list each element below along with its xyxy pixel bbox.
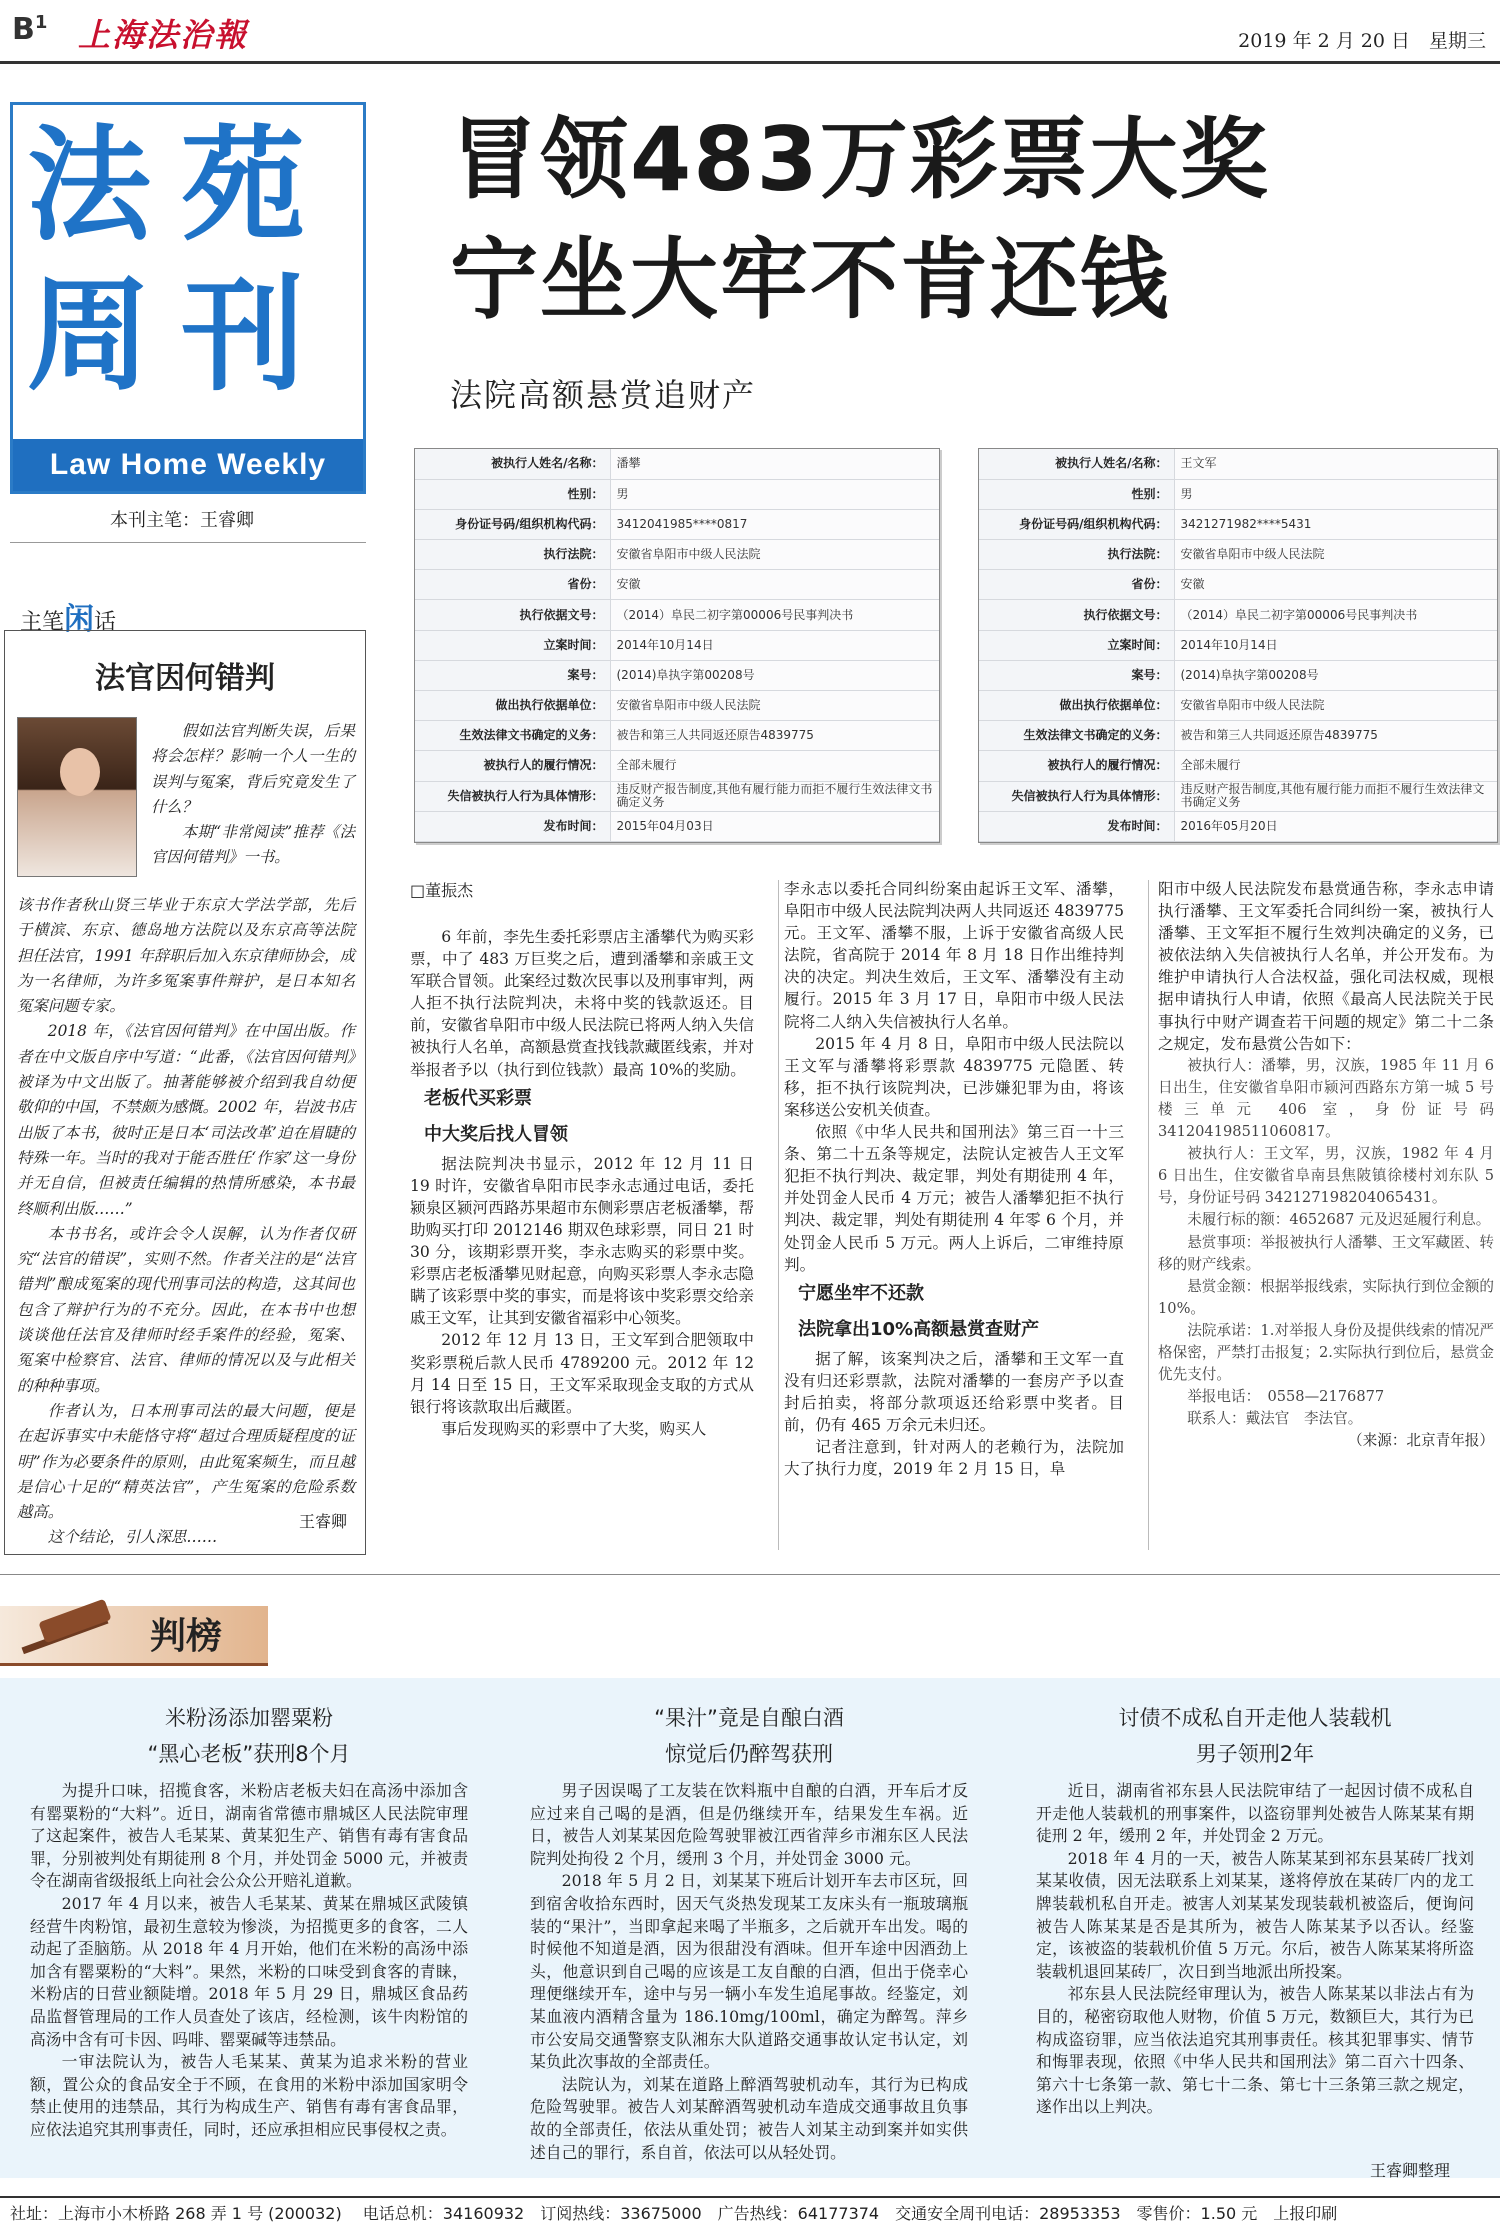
record-row <box>979 660 1497 690</box>
notice-item: 被执行人：潘攀，男，汉族，1985 年 11 月 6 日出生，住安徽省阜阳市颍河西路东方第一城 5 号楼三单元 406 室，身份证号码 341204198511060817。 <box>1158 1056 1494 1141</box>
masthead-title: 法苑周刊 <box>27 114 336 408</box>
record-value: 王文军 <box>1174 449 1497 479</box>
masthead-english-title: Law Home Weekly <box>13 439 363 491</box>
divider <box>10 542 366 543</box>
story-title-line: 男子领刑2年 <box>1195 1742 1315 1766</box>
headline-line-1: 冒领483万彩票大奖 <box>450 108 1270 211</box>
record-row <box>415 570 939 600</box>
verdict-banner <box>0 1598 270 1672</box>
record-label: 执行法院： <box>979 540 1174 570</box>
record-value: （2014）阜民二初字第00006号民事判决书 <box>610 600 939 630</box>
article-paragraph: 据了解，该案判决之后，潘攀和王文军一直没有归还彩票款，法院对潘攀的一套房产予以查封后拍卖，将部分款项返还给彩票中奖者。目前，仍有 465 万余元未归还。 <box>784 1349 1124 1434</box>
editorial-tag: 主笔闲话 <box>20 602 117 637</box>
record-label: 失信被执行人行为具体情形： <box>415 781 610 811</box>
record-value: 男 <box>1174 479 1497 509</box>
record-label: 发布时间： <box>415 811 610 841</box>
record-label: 生效法律文书确定的义务： <box>979 721 1174 751</box>
record-label: 案号： <box>979 660 1174 690</box>
record-label: 被执行人的履行情况： <box>979 751 1174 781</box>
article-paragraph: 李永志以委托合同纠纷案由起诉王文军、潘攀，阜阳市中级人民法院判决两人共同返还 4839775 元。王文军、潘攀不服，上诉于安徽省高级人民法院，省高院于 2014 年 8 月 18 日作出维持判决的决定。判决生效后，王文军、潘攀没有主动履行。2015 年 3 月 17 日，阜阳市中级人民法院将二人纳入失信被执行人名单。 <box>784 880 1124 1031</box>
record-row <box>415 630 939 660</box>
notice-item: 被执行人：王文军，男，汉族，1982 年 4 月 6 日出生，住安徽省阜南县焦陂镇徐楼村刘东队 5 号，身份证号码 342127198204065431。 <box>1158 1145 1494 1207</box>
record-label: 身份证号码/组织机构代码： <box>979 509 1174 539</box>
record-row <box>415 781 939 811</box>
record-value: 安徽省阜阳市中级人民法院 <box>610 540 939 570</box>
article-paragraph: 事后发现购买的彩票中了大奖，购买人 <box>441 1419 707 1438</box>
article-paragraph: 6 年前，李先生委托彩票店主潘攀代为购买彩票，中了 483 万巨奖之后，遭到潘攀和亲戚王文军联合冒领。此案经过数次民事以及刑事审判，两人拒不执行法院判决，未将中奖的钱款返还。目前，安徽省阜阳市中级人民法院已将两人纳入失信被执行人名单，高额悬赏查找钱款藏匿线索，并对举报者予以（执行到位钱款）最高 10%的奖励。 <box>410 928 754 1079</box>
record-value: (2014)阜执字第00208号 <box>1174 660 1497 690</box>
record-label: 生效法律文书确定的义务： <box>415 721 610 751</box>
record-row <box>979 509 1497 539</box>
record-label: 执行依据文号： <box>979 600 1174 630</box>
notice-item: 联系人：戴法官 李法官。 <box>1187 1410 1363 1428</box>
article-paragraph: 记者注意到，针对两人的老赖行为，法院加大了执行力度，2019 年 2 月 15 日，阜 <box>784 1438 1124 1479</box>
record-label: 失信被执行人行为具体情形： <box>979 781 1174 811</box>
record-label: 立案时间： <box>415 630 610 660</box>
record-row <box>979 721 1497 751</box>
record-value: 安徽省阜阳市中级人民法院 <box>610 691 939 721</box>
record-value: 3412041985****0817 <box>610 509 939 539</box>
article-paragraph: 阳市中级人民法院发布悬赏通告称，李永志申请执行潘攀、王文军委托合同纠纷一案，被执行人潘攀、王文军拒不履行生效判决确定的义务，已被依法纳入失信被执行人名单，并公开发布。为维护申请执行人合法权益，强化司法权威，现根据申请执行人申请，依照《最高人民法院关于民事执行中财产调查若干问题的规定》第二十二条之规定，发布悬赏公告如下： <box>1158 880 1494 1053</box>
editorial-paragraph: 假如法官判断失误，后果将会怎样？影响一个人一生的误判与冤案，背后究竟发生了什么？ <box>151 722 355 816</box>
record-label: 案号： <box>415 660 610 690</box>
article-paragraph: 2015 年 4 月 8 日，阜阳市中级人民法院以王文军与潘攀将彩票款 4839775 元隐匿、转移，拒不执行该院判决，已涉嫌犯罪为由，将该案移送公安机关侦查。 <box>784 1034 1124 1119</box>
headline-line-2: 宁坐大牢不肯还钱 <box>450 228 1171 331</box>
record-row <box>979 479 1497 509</box>
record-label: 身份证号码/组织机构代码： <box>415 509 610 539</box>
divider <box>0 1574 1500 1575</box>
story-title-line: “黑心老板”获刑8个月 <box>147 1742 351 1766</box>
story-title-line: “果汁”竟是自酿白酒 <box>654 1706 844 1730</box>
verdict-signature: 王睿卿整理 <box>1369 2161 1450 2180</box>
notice-item: 悬赏金额：根据举报线索，实际执行到位金额的 10%。 <box>1158 1277 1494 1317</box>
record-row <box>415 600 939 630</box>
editorial-paragraph: 这个结论，引人深思…… <box>47 1528 218 1547</box>
record-label: 执行法院： <box>415 540 610 570</box>
issue-date: 2019 年 2 月 20 日 星期三 <box>1238 30 1486 52</box>
record-value: 2015年04月03日 <box>610 811 939 841</box>
article-subheading: 老板代买彩票 <box>424 1087 532 1109</box>
newspaper-logo: 上海法治報 <box>78 16 249 54</box>
record-value: 被告和第三人共同返还原告4839775 <box>1174 721 1497 751</box>
record-row <box>979 811 1497 841</box>
record-label: 立案时间： <box>979 630 1174 660</box>
story-title-line: 惊觉后仍醉驾获刑 <box>665 1742 833 1766</box>
editorial-body <box>17 893 355 1551</box>
story1-body <box>30 1780 468 2142</box>
story3-title <box>1036 1700 1474 1772</box>
editorial-intro <box>151 719 355 871</box>
record-row <box>979 600 1497 630</box>
story2-title <box>530 1700 968 1772</box>
record-label: 执行依据文号： <box>415 600 610 630</box>
editorial-paragraph: 本期“非常阅读”推荐《法官因何错判》一书。 <box>151 823 355 867</box>
record-value: 安徽 <box>610 570 939 600</box>
notice-item: 悬赏事项：举报被执行人潘攀、王文军藏匿、转移的财产线索。 <box>1158 1233 1494 1273</box>
record-value: 潘攀 <box>610 449 939 479</box>
record-label: 性别： <box>415 479 610 509</box>
story-paragraph: 近日，湖南省祁东县人民法院审结了一起因讨债不成私自开走他人装载机的刑事案件，以盗窃罪判处被告人陈某某有期徒刑 2 年，缓刑 2 年，并处罚金 2 万元。 <box>1036 1781 1474 1846</box>
record-label: 省份： <box>979 570 1174 600</box>
story-paragraph: 2018 年 4 月的一天，被告人陈某某到祁东县某砖厂找刘某某收债，因无法联系上刘某某，遂将停放在某砖厂内的龙工牌装载机私自开走。被害人刘某某发现装载机被盗后，便询问被告人陈某某是否是其所为，被告人陈某某予以否认。经鉴定，该被盗的装载机价值 5 万元。尔后，被告人陈某某将所盗装载机退回某砖厂，次日到当地派出所投案。 <box>1036 1848 1474 1981</box>
record-label: 发布时间： <box>979 811 1174 841</box>
notice-item: 未履行标的额：4652687 元及迟延履行利息。 <box>1187 1211 1491 1229</box>
editorial-box <box>4 630 366 1555</box>
record-row <box>415 660 939 690</box>
footer-info: 社址：上海市小木桥路 268 弄 1 号 (200032) 电话总机：34160932 订阅热线：33675000 广告热线：64177374 交通安全周刊电话：28953353 零售价：1.50 元 上报印刷 <box>0 2196 1500 2229</box>
record-value: 全部未履行 <box>610 751 939 781</box>
notice-item: 法院承诺：1.对举报人身份及提供线索的情况严格保密，严禁打击报复；2.实际执行到位后，悬赏金优先支付。 <box>1158 1321 1494 1384</box>
story-paragraph: 2018 年 5 月 2 日，刘某某下班后计划开车去市区玩，回到宿舍收拾东西时，因天气炎热发现某工友床头有一瓶玻璃瓶装的“果汁”，当即拿起来喝了半瓶多，之后就开车出发。喝的时候他不知道是酒，因为很甜没有酒味。但开车途中因酒劲上头，他意识到自己喝的应该是工友自酿的白酒，但出于侥幸心理便继续开车，途中与另一辆小车发生追尾事故。经鉴定，刘某血液内酒精含量为 186.10mg/100ml，确定为醉驾。萍乡市公安局交通警察支队湘东大队道路交通事故认定书认定，刘某负此次事故的全部责任。 <box>530 1871 968 2072</box>
record-row <box>415 449 939 479</box>
record-row <box>979 570 1497 600</box>
author-photo <box>17 717 137 877</box>
editorial-paragraph: 本书书名，或许会令人误解，认为作者仅研究“法官的错误”，实则不然。作者关注的是“法官错判”酿成冤案的现代刑事司法的构造，这其间也包含了辩护行为的不充分。因此，在本书中也想谈谈他任法官及律师时经手案件的经验，冤案、冤案中检察官、法官、律师的情况以及与此相关的种种事项。 <box>17 1224 355 1395</box>
record-row <box>415 509 939 539</box>
record-label: 被执行人姓名/名称： <box>979 449 1174 479</box>
notice-item: 举报电话： 0558—2176877 <box>1187 1388 1385 1406</box>
page-header <box>0 0 1500 64</box>
record-value: 违反财产报告制度,其他有履行能力而拒不履行生效法律文书确定义务 <box>610 781 939 811</box>
record-value: 全部未履行 <box>1174 751 1497 781</box>
record-label: 被执行人姓名/名称： <box>415 449 610 479</box>
record-value: （2014）阜民二初字第00006号民事判决书 <box>1174 600 1497 630</box>
article-paragraph: 据法院判决书显示，2012 年 12 月 11 日 19 时许，安徽省阜阳市民李永志通过电话，委托颍泉区颍河西路苏果超市东侧彩票店老板潘攀，帮助购买打印 2012146 期双色球彩票，同日 21 时 30 分，该期彩票开奖，李永志购买的彩票中奖。彩票店老板潘攀见财起意，向购买彩票人李永志隐瞒了该彩票中奖的事实，而是将该中奖彩票交给亲戚王文军，让其到安徽省福彩中心领奖。 <box>410 1154 754 1328</box>
record-row <box>415 811 939 841</box>
record-value: 被告和第三人共同返还原告4839775 <box>610 721 939 751</box>
record-row <box>415 721 939 751</box>
record-label: 做出执行依据单位： <box>979 691 1174 721</box>
article-paragraph: 依照《中华人民共和国刑法》第三百一十三条、第二十五条等规定，法院认定被告人王文军犯拒不执行判决、裁定罪，判处有期徒刑 4 年，并处罚金人民币 4 万元；被告人潘攀犯拒不执行判决、裁定罪，判处有期徒刑 4 年零 6 个月，并处罚金人民币 5 万元。两人上诉后，二审维持原判。 <box>784 1123 1124 1274</box>
story2-body <box>530 1780 968 2164</box>
debtor-record-right <box>978 448 1498 843</box>
record-row <box>979 781 1497 811</box>
editorial-paragraph: 作者认为，日本刑事司法的最大问题，便是在起诉事实中未能恪守将“超过合理质疑程度的证明”作为必要条件的原则，由此冤案频生，而且越是信心十足的“精英法官”，产生冤案的危险系数越高。 <box>17 1401 355 1522</box>
editorial-paragraph: 2018 年，《法官因何错判》在中国出版。作者在中文版自序中写道：“此番，《法官因何错判》被译为中文出版了。抽著能够被介绍到我自幼便敬仰的中国，不禁颇为感慨。2002 年，岩波书店出版了本书，彼时正是日本‘司法改革’迫在眉睫的特殊一年。当时的我对于能否胜任‘作家’这一身份并无自信，但被责任编辑的热情所感染，本书最终顺利出版……” <box>17 1022 355 1218</box>
record-value: (2014)阜执字第00208号 <box>610 660 939 690</box>
main-headline <box>450 100 1270 340</box>
article-subheading: 宁愿坐牢不还款 <box>798 1282 924 1304</box>
story-paragraph: 2017 年 4 月以来，被告人毛某某、黄某在鼎城区武陵镇经营牛肉粉馆，最初生意较为惨淡，为招揽更多的食客，二人动起了歪脑筋。从 2018 年 4 月开始，他们在米粉的高汤中添加含有罂粟粉的“大料”。果然，米粉的口味受到食客的青睐，米粉店的日营业额陡增。2018 年 5 月 29 日，鼎城区食品药品监督管理局的工作人员查处了该店，经检测，该牛肉粉馆的高汤中含有可卡因、吗啡、罂粟碱等违禁品。 <box>30 1893 468 2049</box>
record-row <box>979 751 1497 781</box>
record-row <box>979 691 1497 721</box>
article-column-2 <box>784 878 1124 1480</box>
record-value: 安徽省阜阳市中级人民法院 <box>1174 691 1497 721</box>
column-rule <box>778 880 779 1550</box>
story-title-line: 米粉汤添加罂粟粉 <box>165 1706 333 1730</box>
story-paragraph: 一审法院认为，被告人毛某某、黄某为追求米粉的营业额，置公众的食品安全于不顾，在食用的米粉中添加国家明令禁止使用的违禁品，其行为构成生产、销售有毒有害食品罪，应依法追究其刑事责任，同时，还应承担相应民事侵权之责。 <box>30 2052 468 2139</box>
column-rule <box>1148 880 1149 1550</box>
record-value: 2014年10月14日 <box>1174 630 1497 660</box>
section-masthead <box>10 102 366 494</box>
record-row <box>979 630 1497 660</box>
record-value: 男 <box>610 479 939 509</box>
record-value: 2014年10月14日 <box>610 630 939 660</box>
record-row <box>415 479 939 509</box>
record-value: 安徽省阜阳市中级人民法院 <box>1174 540 1497 570</box>
record-value: 2016年05月20日 <box>1174 811 1497 841</box>
story-title-line: 讨债不成私自开走他人装载机 <box>1118 1706 1392 1730</box>
story3-body <box>1036 1780 1474 2119</box>
editorial-title: 法官因何错判 <box>95 661 275 696</box>
story-paragraph: 为提升口味，招揽食客，米粉店老板夫妇在高汤中添加含有罂粟粉的“大料”。近日，湖南省常德市鼎城区人民法院审理了这起案件，被告人毛某某、黄某犯生产、销售有毒有害食品罪，分别被判处有期徒刑 8 个月，并处罚金 5000 元，并被责令在湖南省级报纸上向社会公众公开赔礼道歉。 <box>30 1781 468 1891</box>
article-subheading: 法院拿出10%高额悬赏查财产 <box>798 1318 1040 1340</box>
record-row <box>415 751 939 781</box>
record-row <box>979 540 1497 570</box>
story1-title <box>30 1700 468 1772</box>
article-byline: □董振杰 <box>410 881 474 900</box>
chief-editor: 本刊主笔：王睿卿 <box>110 510 254 531</box>
story-paragraph: 法院认为，刘某在道路上醉酒驾驶机动车，其行为已构成危险驾驶罪。被告人刘某醉酒驾驶机动车造成交通事故且负事故的全部责任，依法从重处罚；被告人刘某主动到案并如实供述自己的罪行，系自首，依法可以从轻处罚。 <box>530 2074 968 2162</box>
record-label: 做出执行依据单位： <box>415 691 610 721</box>
verdict-banner-title: 判榜 <box>150 1616 223 1657</box>
editorial-signature: 王睿卿 <box>298 1512 347 1531</box>
page-number: $B^1$ <box>12 12 48 47</box>
record-value: 3421271982****5431 <box>1174 509 1497 539</box>
article-column-1 <box>410 926 754 1440</box>
record-label: 省份： <box>415 570 610 600</box>
record-row <box>979 449 1497 479</box>
sub-headline: 法院高额悬赏追财产 <box>450 376 757 414</box>
story-paragraph: 祁东县人民法院经审理认为，被告人陈某某以非法占有为目的，秘密窃取他人财物，价值 5 万元，数额巨大，其行为已构成盗窃罪，应当依法追究其刑事责任。核其犯罪事实、情节和悔罪表现，依照《中华人民共和国刑法》第二百六十四条、第六十七条第一款、第七十二条、第七十三条第三款之规定，遂作出以上判决。 <box>1036 1984 1474 2117</box>
record-row <box>415 540 939 570</box>
debtor-record-left <box>414 448 940 843</box>
record-label: 被执行人的履行情况： <box>415 751 610 781</box>
record-value: 违反财产报告制度,其他有履行能力而拒不履行生效法律文书确定义务 <box>1174 781 1497 811</box>
record-label: 性别： <box>979 479 1174 509</box>
editorial-paragraph: 该书作者秋山贤三毕业于东京大学法学部，先后于横滨、东京、德岛地方法院以及东京高等法院担任法官，1991 年辞职后加入东京律师协会，成为一名律师，为许多冤案事件辩护，是日本知名冤案问题专家。 <box>17 896 355 1016</box>
article-column-3 <box>1158 878 1494 1452</box>
record-value: 安徽 <box>1174 570 1497 600</box>
article-subheading: 中大奖后找人冒领 <box>424 1123 568 1145</box>
record-row <box>415 691 939 721</box>
article-source: （来源：北京青年报） <box>1348 1432 1494 1450</box>
story-paragraph: 男子因误喝了工友装在饮料瓶中自酿的白酒，开车后才反应过来自己喝的是酒，但是仍继续开车，结果发生车祸。近日，被告人刘某某因危险驾驶罪被江西省萍乡市湘东区人民法院判处拘役 2 个月，缓刑 3 个月，并处罚金 3000 元。 <box>530 1781 968 1868</box>
article-paragraph: 2012 年 12 月 13 日，王文军到合肥领取中奖彩票税后款人民币 4789200 元。2012 年 12 月 14 日至 15 日，王文军采取现金支取的方式从银行将该款取出后藏匿。 <box>410 1331 754 1416</box>
